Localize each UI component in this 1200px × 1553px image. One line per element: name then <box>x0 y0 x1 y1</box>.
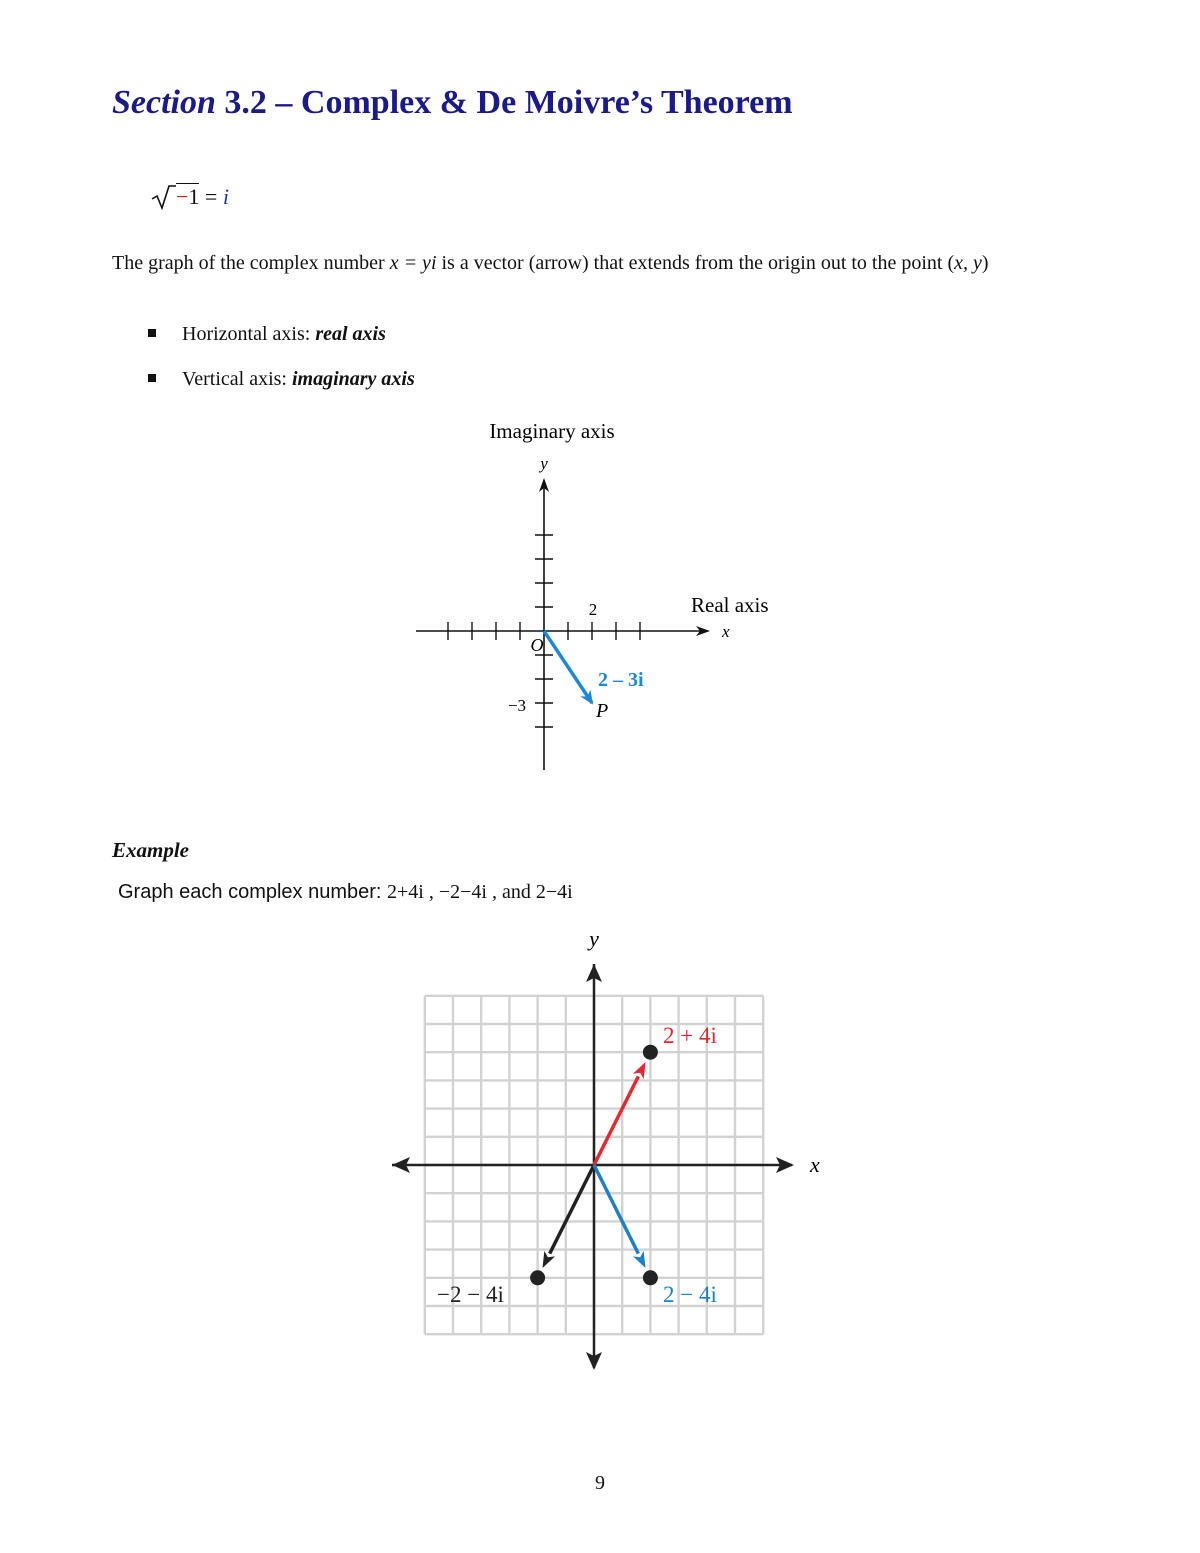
fig2-vector-arrowhead-icon <box>633 1251 646 1268</box>
formula-equals: = <box>204 184 218 209</box>
fig2-vector-arrowhead-icon <box>633 1062 646 1079</box>
fig2-vector-0 <box>594 1076 638 1165</box>
intro-text-a: The graph of the complex number <box>112 252 390 274</box>
intro-math: x = yi <box>389 252 437 274</box>
fig1-x-axis-title: Real axis <box>691 593 769 617</box>
fig1-vector-label: 2 – 3i <box>598 669 644 691</box>
fig2-point <box>643 1045 658 1060</box>
fig1-x-var: x <box>722 622 730 641</box>
radicand-sign: − <box>176 184 189 209</box>
fig2-label-2-minus-4i: 2 − 4i <box>663 1282 717 1307</box>
fig2-vector-2 <box>594 1165 638 1254</box>
fig2-y-var: y <box>589 926 599 951</box>
fig2-x-var: x <box>810 1152 820 1177</box>
fig1-tick-label-y: −3 <box>507 696 527 715</box>
formula-result: i <box>222 184 229 209</box>
bullet-term: real axis <box>315 323 386 345</box>
fig1-point-label: P <box>596 700 609 722</box>
bullet-label: Vertical axis: <box>182 368 292 390</box>
page-number: 9 <box>595 1472 605 1494</box>
title-rest: 3.2 – Complex & De Moivre’s Theorem <box>224 84 793 121</box>
fig1-y-var: y <box>540 454 548 473</box>
intro-point: x, y <box>954 252 982 274</box>
fig2-label-2-plus-4i: 2 + 4i <box>663 1023 717 1048</box>
radicand-digit: 1 <box>188 184 200 209</box>
bullet-label: Horizontal axis: <box>182 323 316 345</box>
fig2-point <box>530 1270 545 1285</box>
fig2-point <box>643 1270 658 1285</box>
fig2-label-neg2-minus-4i: −2 − 4i <box>437 1282 504 1307</box>
intro-text-c: ) <box>981 252 989 274</box>
fig1-origin-label: O <box>530 635 544 655</box>
title-section-word: Section <box>112 84 216 121</box>
bullet-term: imaginary axis <box>291 368 415 390</box>
example-numbers: 2+4i , −2−4i , and 2−4i <box>387 881 573 903</box>
fig1-y-axis-title: Imaginary axis <box>489 419 615 443</box>
fig2-vector-arrowhead-icon <box>543 1251 556 1268</box>
example-heading: Example <box>112 838 189 862</box>
fig2-vector-1 <box>550 1165 594 1254</box>
example-prompt-text: Graph each complex number: <box>118 881 388 903</box>
intro-text-b: is a vector (arrow) that extends from the origin out to the point ( <box>436 252 955 274</box>
fig1-tick-label-x: 2 <box>588 600 598 619</box>
